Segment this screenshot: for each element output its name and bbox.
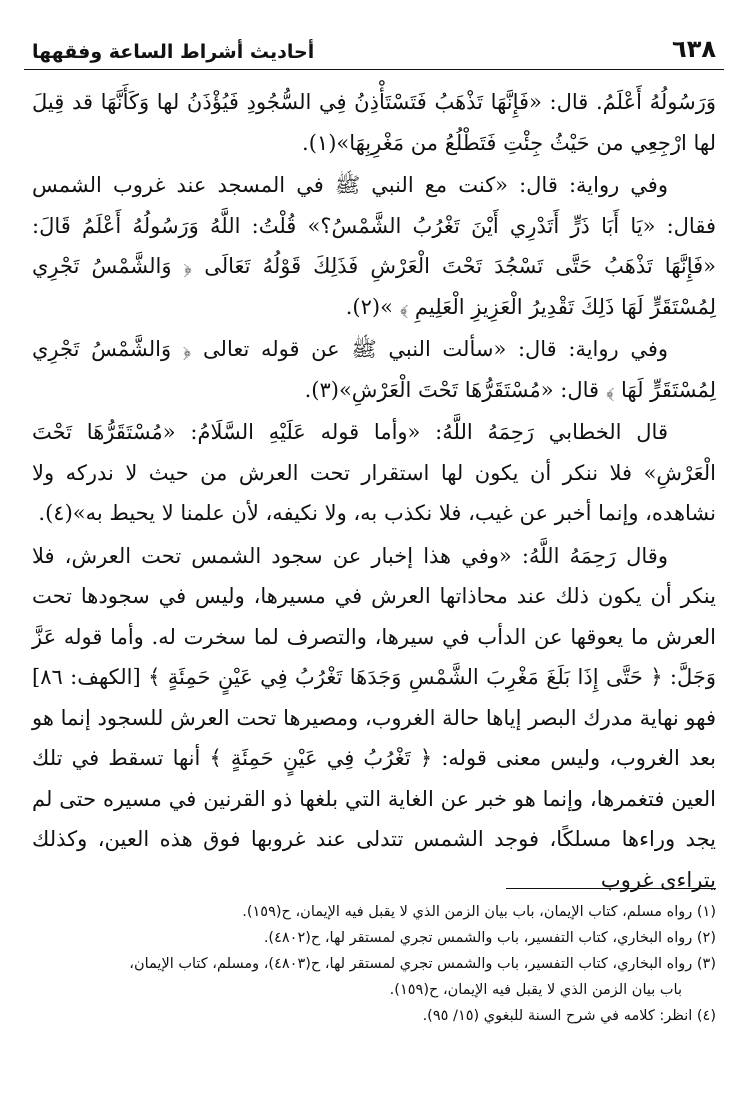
footnote-continuation: باب بيان الزمن الذي لا يقبل فيه الإيمان، ح(١٥٩). <box>389 982 682 998</box>
paragraph: قال الخطابي رَحِمَهُ اللَّهُ: «وأما قوله عَلَيْهِ السَّلَامُ: «مُسْتَقَرُّهَا تَحْتَ الْعَرْشِ» فلا ننكر أن يكون لها استقرار تحت العرش من حيث لا ندركه ولا نشاهده، وإنما أخبر عن غيب، فلا نكذب به، ولا نكيفه، لأن علمنا لا يحيط به»(٤). <box>32 420 716 525</box>
main-text <box>32 82 716 900</box>
book-page <box>24 30 724 1080</box>
paragraph: وفي رواية: قال: «كنت مع النبي ﷺ في المسجد عند غروب الشمس فقال: «يَا أَبَا ذَرٍّ أَتَدْرِي أَيْنَ تَغْرُبُ الشَّمْسُ؟» قُلْتُ: اللَّهُ وَرَسُولُهُ أَعْلَمُ قَالَ: «فَإِنَّهَا تَذْهَبُ حَتَّى تَسْجُدَ تَحْتَ الْعَرْشِ فَذَلِكَ قَوْلُهُ تَعَالَى ﴿ وَالشَّمْسُ تَجْرِي لِمُسْتَقَرٍّ لَهَا ذَلِكَ تَقْدِيرُ الْعَزِيزِ الْعَلِيمِ ﴾ »(٢). <box>32 173 716 319</box>
paragraph: وفي رواية: قال: «سألت النبي ﷺ عن قوله تعالى ﴿ وَالشَّمْسُ تَجْرِي لِمُسْتَقَرٍّ لَهَا ﴾ قال: «مُسْتَقَرُّهَا تَحْتَ الْعَرْشِ»(٣). <box>32 337 716 402</box>
running-title: أحاديث أشراط الساعة وفقهها <box>32 41 315 63</box>
footnote-divider <box>506 888 716 889</box>
footnote: (٢) رواه البخاري، كتاب التفسير، باب والشمس تجري لمستقر لها، ح(٤٨٠٢). <box>263 930 716 946</box>
paragraph: وقال رَحِمَهُ اللَّهُ: «وفي هذا إخبار عن سجود الشمس تحت العرش، فلا ينكر أن يكون ذلك عند محاذاتها العرش في مسيرها، وليس في سجودها تحت العرش ما يعوقها عن الدأب في سيرها، والتصرف لما سخرت له. وأما قوله عَزَّ وَجَلَّ: ﴿ حَتَّى إِذَا بَلَغَ مَغْرِبَ الشَّمْسِ وَجَدَهَا تَغْرُبُ فِي عَيْنٍ حَمِئَةٍ ﴾ [الكهف: ٨٦] فهو نهاية مدرك البصر إياها حالة الغروب، ومصيرها تحت العرش للسجود إنما هو بعد الغروب، وليس معنى قوله: ﴿ تَغْرُبُ فِي عَيْنٍ حَمِئَةٍ ﴾ أنها تسقط في تلك العين فتغمرها، وإنما هو خبر عن الغاية التي بلغها ذو القرنين في مسيره حتى لم يجد وراءها مسلكًا، فوجد الشمس تتدلى عند غروبها فوق هذه العين، وكذلك يتراءى غروب <box>32 543 716 892</box>
footnote: (١) رواه مسلم، كتاب الإيمان، باب بيان الزمن الذي لا يقبل فيه الإيمان، ح(١٥٩). <box>242 904 716 920</box>
footnote: (٣) رواه البخاري، كتاب التفسير، باب والشمس تجري لمستقر لها، ح(٤٨٠٣)، ومسلم، كتاب الإيمان، <box>129 956 716 972</box>
page-header <box>24 30 724 70</box>
page-number: ٦٣٨ <box>672 35 716 63</box>
footnote: (٤) انظر: كلامه في شرح السنة للبغوي (١٥/ ٩٥). <box>422 1008 716 1024</box>
footnotes <box>32 888 716 1029</box>
paragraph: وَرَسُولُهُ أَعْلَمُ. قال: «فَإِنَّهَا تَذْهَبُ فَتَسْتَأْذِنُ فِي السُّجُودِ فَيُؤْذَنُ لها وَكَأَنَّهَا قد قِيلَ لها ارْجِعِي من حَيْثُ جِئْتِ فَتَطْلُعُ من مَغْرِبِهَا»(١). <box>32 90 716 155</box>
